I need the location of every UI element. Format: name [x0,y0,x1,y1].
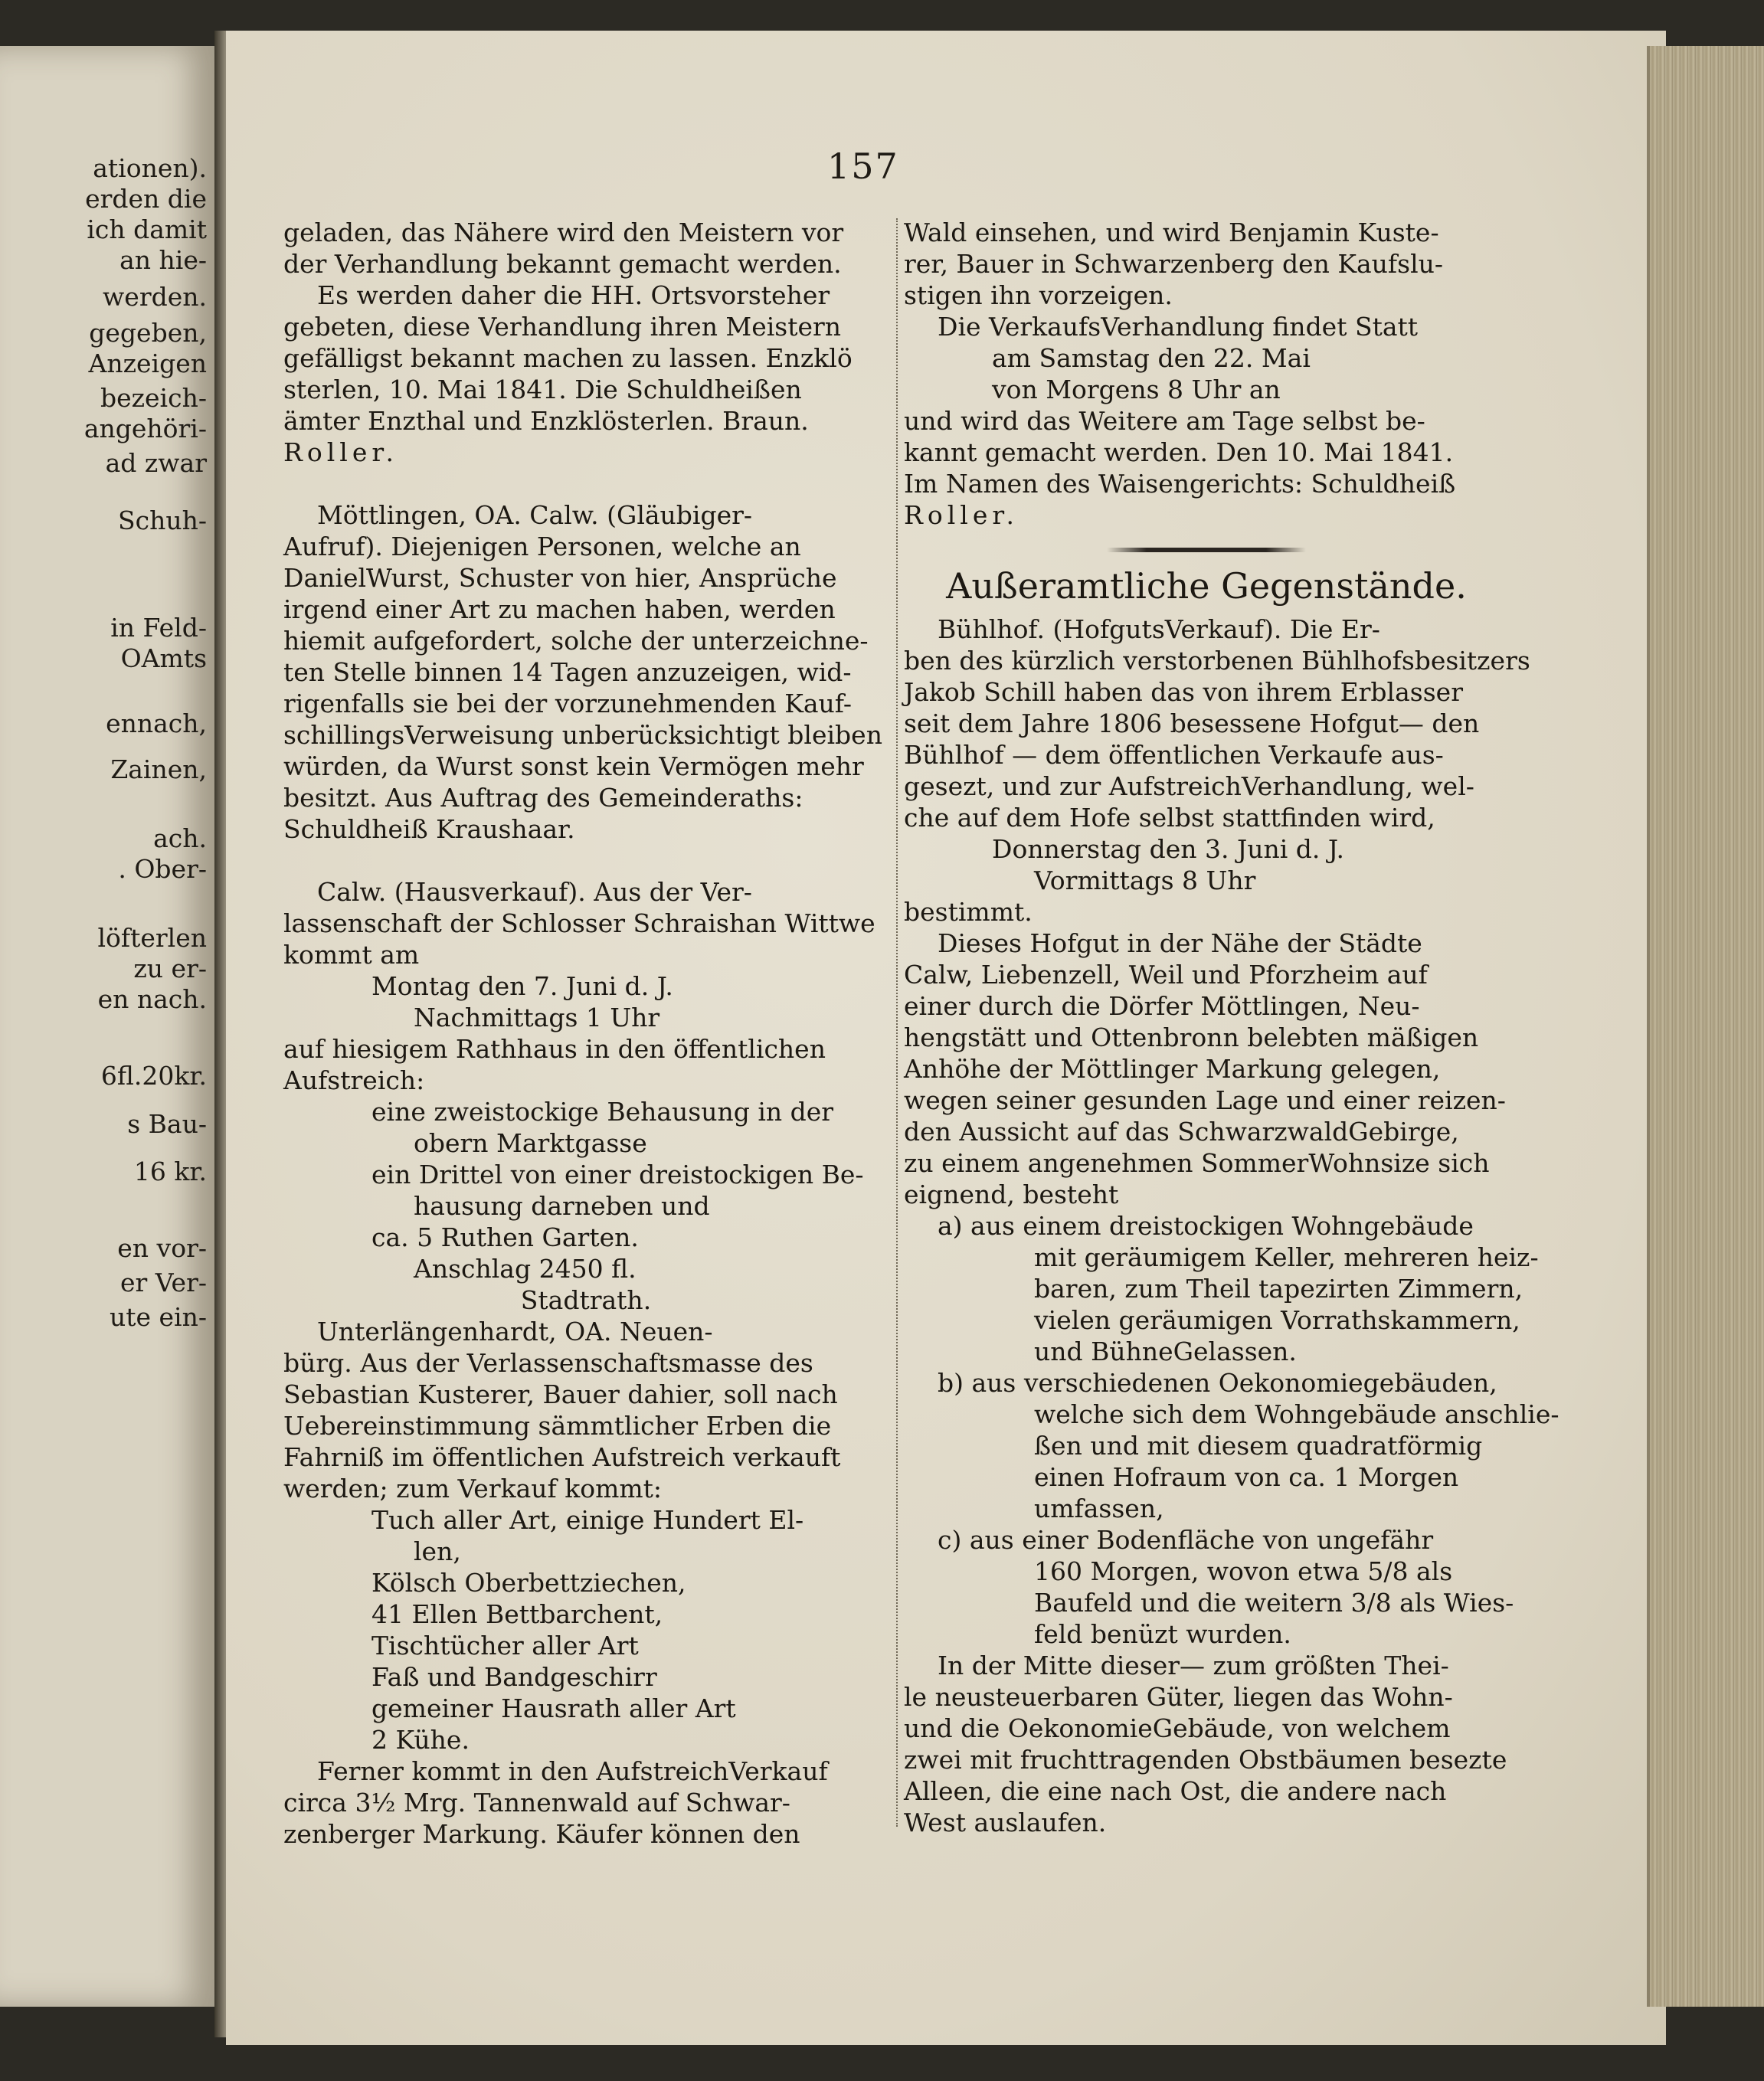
text-line: irgend einer Art zu machen haben, werden [283,594,836,624]
left-page-fragment: 6fl.20kr. [100,1061,207,1091]
left-page-fragment: OAmts [120,643,207,673]
text-line: welche sich dem Wohngebäude anschlie- [1034,1399,1559,1429]
left-page-fragment: ute ein- [109,1302,207,1332]
text-line: Nachmittags 1 Uhr [414,1003,660,1032]
text-line: Tischtücher aller Art [371,1631,639,1661]
text-line: kannt gemacht werden. Den 10. Mai 1841. [904,437,1454,467]
page-edges [1647,46,1764,2007]
left-page-fragment: Schuh- [118,506,207,535]
text-line: seit dem Jahre 1806 besessene Hofgut— den [904,708,1480,738]
text-line: 2 Kühe. [371,1725,470,1755]
text-line: Anhöhe der Möttlinger Markung gelegen, [904,1054,1441,1084]
text-line: Unterlängenhardt, OA. Neuen- [317,1317,713,1346]
text-line: Roller. [283,437,398,467]
left-page-fragment: ationen). [93,153,207,183]
text-line: ca. 5 Ruthen Garten. [371,1222,639,1252]
text-line: hausung darneben und [414,1191,710,1221]
text-line: am Samstag den 22. Mai [992,343,1311,373]
left-page-fragment: Anzeigen [88,348,207,378]
text-line: le neusteuerbaren Güter, liegen das Wohn- [904,1682,1453,1712]
text-line: Calw. (Hausverkauf). Aus der Ver- [317,877,752,907]
text-line: DanielWurst, Schuster von hier, Ansprüche [283,563,837,593]
text-line: Baufeld und die weitern 3/8 als Wies- [1034,1588,1514,1618]
text-line: che auf dem Hofe selbst stattfinden wird, [904,803,1435,833]
text-line: bestimmt. [904,897,1033,927]
text-line: rer, Bauer in Schwarzenberg den Kaufslu- [904,249,1444,279]
text-line: Tuch aller Art, einige Hundert El- [371,1505,804,1535]
text-line: Uebereinstimmung sämmtlicher Erben die [283,1411,832,1441]
text-line: ten Stelle binnen 14 Tagen anzuzeigen, wid- [283,657,852,687]
left-page-fragment: er Ver- [119,1268,207,1297]
text-line: Montag den 7. Juni d. J. [371,971,673,1001]
text-line: Im Namen des Waisengerichts: Schuldheiß [904,469,1456,499]
text-line: Vormittags 8 Uhr [1034,865,1256,895]
text-line: mit geräumigem Keller, mehreren heiz- [1034,1242,1539,1272]
column-divider [896,218,899,1827]
text-line: Es werden daher die HH. Ortsvorsteher [317,280,830,310]
text-line: obern Marktgasse [414,1128,647,1158]
section-heading: Außeramtliche Gegenstände. [946,565,1467,607]
text-line: zenberger Markung. Käufer können den [283,1819,800,1849]
text-line: besitzt. Aus Auftrag des Gemeinderaths: [283,783,803,813]
text-line: schillingsVerweisung unberücksichtigt bleiben [283,720,882,750]
text-line: eignend, besteht [904,1180,1119,1209]
text-line: auf hiesigem Rathhaus in den öffentlichen [283,1034,826,1064]
text-line: Fahrniß im öffentlichen Aufstreich verkauft [283,1442,841,1472]
text-line: rigenfalls sie bei der vorzunehmenden Kauf- [283,689,852,718]
text-line: Bühlhof — dem öffentlichen Verkaufe aus- [904,740,1444,770]
text-line: und BühneGelassen. [1034,1337,1297,1366]
text-line: Dieses Hofgut in der Nähe der Städte [938,928,1422,958]
text-line: Alleen, die eine nach Ost, die andere nach [904,1776,1447,1806]
text-line: den Aussicht auf das SchwarzwaldGebirge, [904,1117,1459,1147]
left-page-fragment: gegeben, [89,318,207,348]
text-line: ein Drittel von einer dreistockigen Be- [371,1160,864,1189]
text-line: kommt am [283,940,420,970]
text-line: sterlen, 10. Mai 1841. Die Schuldheißen [283,375,802,404]
text-line: der Verhandlung bekannt gemacht werden. [283,249,842,279]
text-line: ämter Enzthal und Enzklösterlen. Braun. [283,406,809,436]
left-page-fragment: ennach, [106,708,207,738]
text-line: Calw, Liebenzell, Weil und Pforzheim auf [904,960,1428,990]
text-line: Ferner kommt in den AufstreichVerkauf [317,1756,828,1786]
text-line: hengstätt und Ottenbronn belebten mäßigen [904,1023,1479,1052]
paragraph-gap [283,845,889,876]
text-line: vielen geräumigen Vorrathskammern, [1034,1305,1520,1335]
left-page-fragment: löfterlen [97,923,207,953]
text-line: stigen ihn vorzeigen. [904,280,1173,310]
text-line: ben des kürzlich verstorbenen Bühlhofsbesitzers [904,646,1530,676]
left-page-fragment: en vor- [117,1233,207,1263]
text-line: eine zweistockige Behausung in der [371,1097,834,1127]
left-page-fragment: 16 kr. [133,1157,207,1186]
text-line: Wald einsehen, und wird Benjamin Kuste- [904,218,1439,247]
text-line: und die OekonomieGebäude, von welchem [904,1713,1451,1743]
left-page-fragment: bezeich- [100,383,207,413]
text-line: Möttlingen, OA. Calw. (Gläubiger- [317,500,753,530]
left-page-fragment: werden. [103,282,207,312]
text-line: baren, zum Theil tapezirten Zimmern, [1034,1274,1523,1304]
left-page-fragment: zu er- [133,954,207,983]
text-line: gebeten, diese Verhandlung ihren Meistern [283,312,842,342]
paragraph-gap [283,468,889,499]
text-line: bürg. Aus der Verlassenschaftsmasse des [283,1348,813,1378]
left-page-fragment: in Feld- [110,613,207,643]
text-line: a) aus einem dreistockigen Wohngebäude [938,1211,1474,1241]
text-line: In der Mitte dieser— zum größten Thei- [938,1651,1449,1680]
section-rule [1107,548,1306,552]
text-line: würden, da Wurst sonst kein Vermögen mehr [283,751,864,781]
right-column [904,217,1559,1838]
text-line: b) aus verschiedenen Oekonomiegebäuden, [938,1368,1497,1398]
left-page-fragment: angehöri- [83,414,207,443]
text-line: Jakob Schill haben das von ihrem Erblasser [904,677,1463,707]
text-line: einer durch die Dörfer Möttlingen, Neu- [904,991,1420,1021]
text-line: gefälligst bekannt machen zu lassen. Enzklö [283,343,853,373]
left-page-edge [0,46,217,2007]
text-line: werden; zum Verkauf kommt: [283,1474,663,1503]
text-line: geladen, das Nähere wird den Meistern vor [283,218,844,247]
left-page-fragment: en nach. [97,984,207,1014]
text-line: Schuldheiß Kraushaar. [283,814,575,844]
text-line: gemeiner Hausrath aller Art [371,1693,736,1723]
text-line: c) aus einer Bodenfläche von ungefähr [938,1525,1434,1555]
text-line: Faß und Bandgeschirr [371,1662,657,1692]
text-line: Aufruf). Diejenigen Personen, welche an [283,532,801,561]
text-line: hiemit aufgefordert, solche der unterzeichne- [283,626,869,656]
text-line: wegen seiner gesunden Lage und einer reizen- [904,1085,1506,1115]
left-page-fragment: s Bau- [127,1109,207,1139]
text-line: 160 Morgen, wovon etwa 5/8 als [1034,1556,1453,1586]
text-line: einen Hofraum von ca. 1 Morgen [1034,1462,1459,1492]
text-line: Roller. [904,500,1019,530]
text-line: Donnerstag den 3. Juni d. J. [992,834,1345,864]
left-column [283,217,889,1850]
text-line: len, [414,1536,461,1566]
text-line: Die VerkaufsVerhandlung findet Statt [938,312,1419,342]
left-page-fragment: erden die [85,184,207,214]
text-line: Anschlag 2450 fl. [414,1254,637,1284]
left-page-fragment: ad zwar [105,448,207,478]
text-line: Stadtrath. [520,1285,652,1315]
text-line: lassenschaft der Schlosser Schraishan Wittwe [283,908,875,938]
left-page-fragment: . Ober- [118,854,207,884]
page-number: 157 [827,146,899,187]
text-line: und wird das Weitere am Tage selbst be- [904,406,1425,436]
text-line: zu einem angenehmen SommerWohnsize sich [904,1148,1490,1178]
text-line: Kölsch Oberbettziechen, [371,1568,686,1598]
left-page-fragment: ich damit [87,214,207,244]
text-line: Aufstreich: [283,1065,425,1095]
left-page-fragment: Zainen, [110,754,207,784]
text-line: Bühlhof. (HofgutsVerkauf). Die Er- [938,614,1380,644]
left-page-fragment: an hie- [119,245,207,275]
text-line: West auslaufen. [904,1808,1107,1837]
text-line: von Morgens 8 Uhr an [992,375,1281,404]
left-page-fragment: ach. [153,823,207,853]
text-line: Sebastian Kusterer, Bauer dahier, soll nach [283,1379,838,1409]
text-line: circa 3½ Mrg. Tannenwald auf Schwar- [283,1788,790,1818]
text-line: zwei mit fruchttragenden Obstbäumen besezte [904,1745,1507,1775]
text-line: gesezt, und zur AufstreichVerhandlung, wel- [904,771,1474,801]
text-line: 41 Ellen Bettbarchent, [371,1599,663,1629]
text-line: ßen und mit diesem quadratförmig [1034,1431,1483,1461]
text-line: umfassen, [1034,1494,1164,1523]
text-line: feld benüzt wurden. [1034,1619,1291,1649]
